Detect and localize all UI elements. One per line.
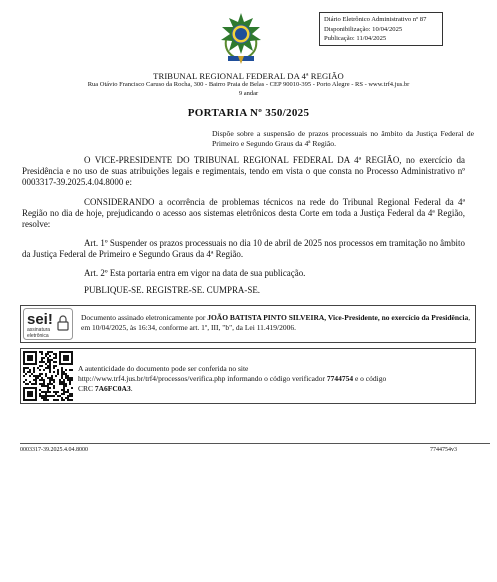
signature-suffix: , em 10/04/2025, às 16:34, conforme art. 1º, III, "b", da Lei 11.419/2006.	[81, 313, 471, 332]
sei-logo-sub2: eletrônica	[27, 333, 49, 339]
sei-signature-logo-icon	[23, 308, 73, 340]
paragraph-article-1: Art. 1º Suspender os prazos processuais no dia 10 de abril de 2025 nos processos em tramitação no âmbito da Justiça Federal de Primeiro e Segundo Graus da 4ª Região.	[22, 238, 465, 260]
sei-logo-text: sei!	[27, 311, 53, 328]
signature-text	[81, 313, 471, 333]
diario-availability-date: Disponibilização: 10/04/2025	[324, 25, 403, 33]
signer-name: JOÃO BATISTA PINTO SILVEIRA, Vice-Presidente, no exercício da Presidência	[207, 313, 469, 322]
footer-process-number: 0003317-39.2025.4.04.8000	[20, 447, 88, 453]
authentication-block	[20, 348, 476, 404]
signature-prefix: Documento assinado eletronicamente por	[81, 313, 208, 322]
authentication-text	[78, 364, 473, 394]
court-name: TRIBUNAL REGIONAL FEDERAL DA 4ª REGIÃO	[153, 71, 344, 81]
auth-line-2: http://www.trf4.jus.br/trf4/processos/verifica.php informando o código verificador 7744754 e o código	[78, 374, 387, 383]
paragraph-article-2: Art. 2º Esta portaria entra em vigor na data de sua publicação.	[84, 268, 306, 278]
qr-code-icon	[23, 351, 73, 401]
diario-publication-box	[319, 12, 443, 46]
auth-line-3: CRC 7A6FC0A3.	[78, 384, 133, 393]
verifier-code: 7744754	[326, 374, 354, 383]
paragraph-preamble: O VICE-PRESIDENTE DO TRIBUNAL REGIONAL FEDERAL DA 4ª REGIÃO, no exercício da Presidência e no uso de suas atribuições legais e regimentais, tendo em vista o que consta no Processo Administrativo nº 0003317-39.2025.4.04.8000 e:	[22, 155, 465, 188]
coat-of-arms-icon	[216, 10, 266, 66]
address-line-2: 9 andar	[238, 89, 259, 97]
court-address	[30, 81, 467, 99]
address-line-1: Rua Otávio Francisco Caruso da Rocha, 300 - Bairro Praia de Belas - CEP 90010-395 - Porto Alegre - RS - www.trf4.jus.br	[87, 81, 410, 88]
ementa-summary: Dispõe sobre a suspensão de prazos processuais no âmbito da Justiça Federal de Primeiro e Segundo Graus da 4ª Região.	[212, 129, 474, 149]
signature-block	[20, 305, 476, 343]
footer-document-reference: 7744754v3	[430, 447, 457, 453]
crc-code: 7A6FC0A3	[94, 384, 131, 393]
footer-divider	[20, 443, 490, 444]
paragraph-considerando: CONSIDERANDO a ocorrência de problemas técnicos na rede do Tribunal Regional Federal da 4ª Região no dia de hoje, prejudicando o acesso aos sistemas eletrônicos desta Corte em toda a Justiça Federal da 4ª Região, resolve:	[22, 197, 465, 230]
sei-logo-sub1: assinatura	[27, 327, 51, 333]
diario-publication-date: Publicação: 11/04/2025	[324, 35, 387, 43]
paragraph-publique: PUBLIQUE-SE. REGISTRE-SE. CUMPRA-SE.	[84, 285, 261, 295]
auth-line-1: A autenticidade do documento pode ser conferida no site	[78, 364, 249, 373]
page-title: PORTARIA Nº 350/2025	[187, 107, 310, 119]
diario-edition: Diário Eletrônico Administrativo nº 87	[324, 16, 427, 23]
